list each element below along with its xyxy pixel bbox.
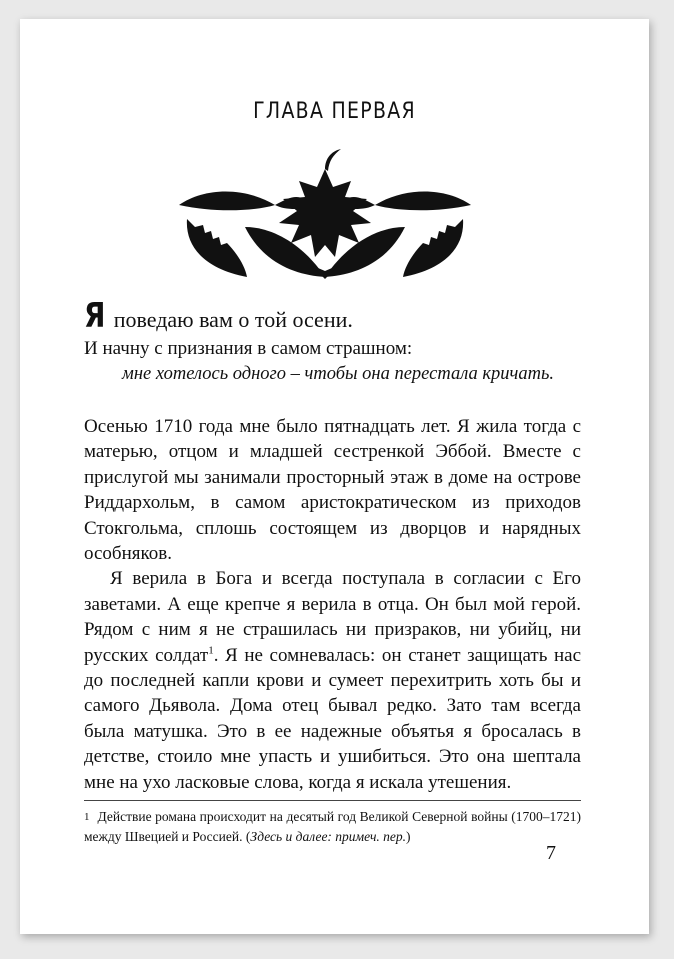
epigraph-line-2: И начну с признания в самом страшном: (84, 338, 413, 359)
footnote-reference: 1 (208, 644, 214, 657)
footnote (84, 807, 581, 847)
footnote-mark: 1 (84, 811, 90, 823)
chapter-title: ГЛАВА ПЕРВАЯ (253, 99, 416, 124)
epigraph-line-1 (84, 296, 594, 337)
leaf-ornament-icon (175, 147, 475, 279)
paragraph-2 (84, 566, 581, 795)
epigraph-line-1-text: поведаю вам о той осени. (108, 307, 353, 332)
drop-cap: Я (84, 296, 106, 336)
paragraph-2-end: . Я не сомневалась: он станет защищать нас до последней капли крови и сумеет перехитрить хоть бы и самого Дьявола. Дома отец бывал редко. Зато там всегда была матушка. Это в ее надежные объятья я бросалась в детстве, стоило мне упасть и ушибиться. Это она шептала мне на ухо ласковые слова, когда я искала утешения. (84, 644, 582, 793)
epigraph-line-3: мне хотелось одного – чтобы она перестала кричать. (122, 364, 554, 384)
footnote-translator-note: Здесь и далее: примеч. пер. (250, 829, 407, 844)
paragraph-1: Осенью 1710 года мне было пятнадцать лет. Я жила тогда с матерью, отцом и младшей сестренкой Эббой. Вместе с прислугой мы занимали просторный этаж в доме на острове Риддархольм, в самом аристократическом из приходов Стокгольма, сплошь состоящем из дворцов и нарядных особняков. (84, 416, 581, 565)
page-number: 7 (546, 842, 556, 864)
body-text (84, 414, 581, 795)
footnote-note-open: ( (242, 829, 251, 844)
footnote-note-close: ) (406, 829, 411, 844)
epigraph (84, 296, 594, 387)
book-page (20, 19, 649, 934)
paragraph-2-start: Я верила в Бога и всегда поступала в согласии с Его заветами. А еще крепче я верила в отца. Он был мой герой. Рядом с ним я не страшилась ни призраков, ни убийц, ни русских солдат (84, 568, 581, 666)
footnote-divider (84, 800, 581, 801)
footnote-text: Действие романа происходит на десятый год Великой Северной войны (1700–1721) между Швецией и Россией. (84, 809, 581, 844)
